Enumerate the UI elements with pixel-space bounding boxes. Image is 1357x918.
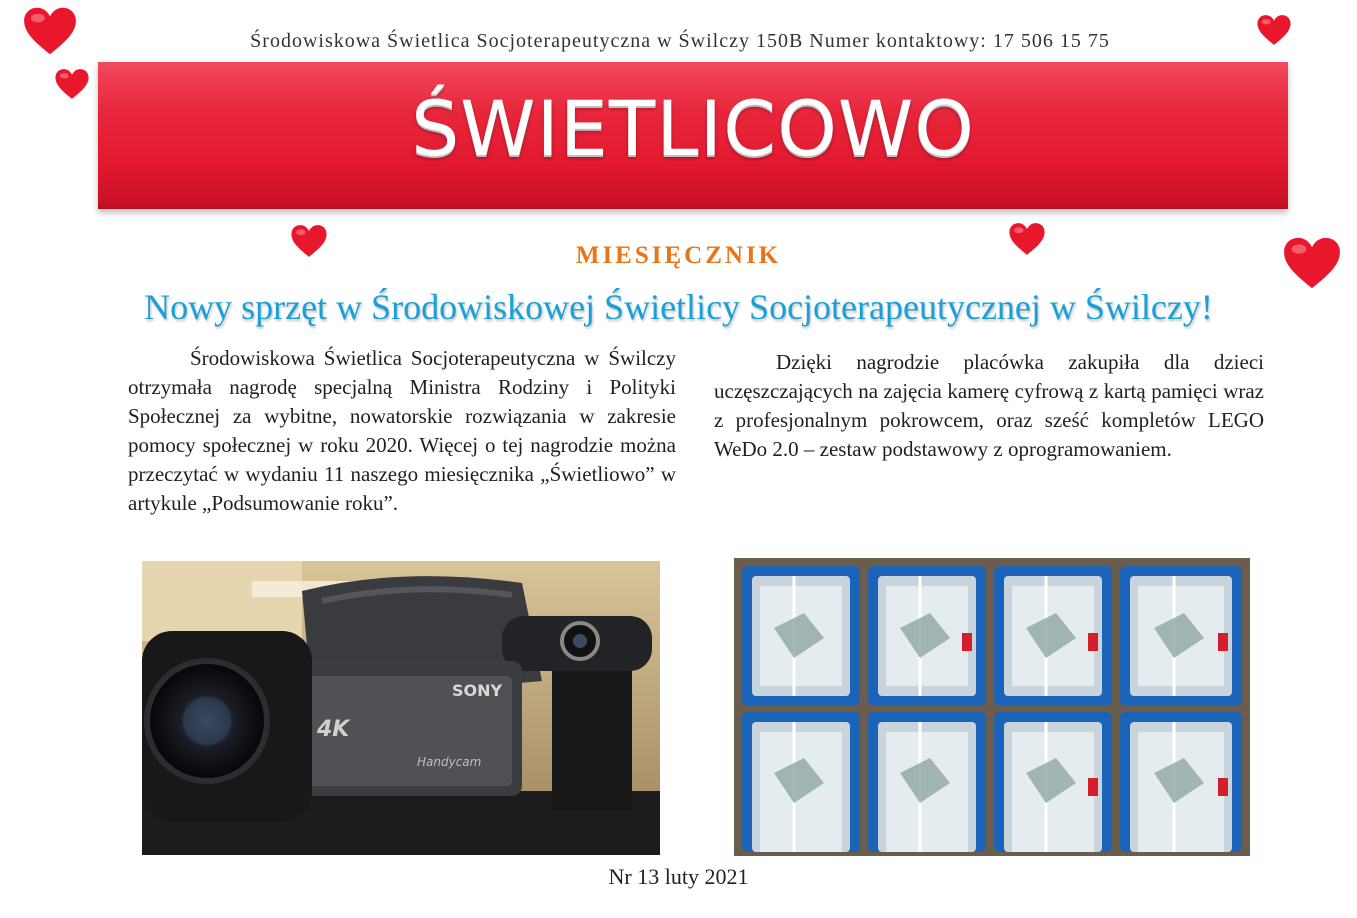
- camera-model-label: Handycam: [417, 755, 482, 769]
- camera-4k-badge: 4K: [317, 717, 350, 742]
- lego-box: [1120, 712, 1242, 852]
- lego-box: [868, 566, 986, 706]
- newsletter-subtitle: MIESIĘCZNIK: [575, 242, 782, 269]
- lego-box: [1120, 566, 1242, 706]
- lego-box: [742, 566, 860, 706]
- issue-footer: Nr 13 luty 2021: [608, 864, 749, 889]
- title-banner: [98, 62, 1288, 209]
- lego-box: [994, 566, 1112, 706]
- camera-photo: [142, 561, 660, 855]
- article-paragraph-left: Środowiskowa Świetlica Socjoterapeutyczna w Świlczy otrzymała nagrodę specjalną Ministra Rodziny i Polityki Społecznej za wybitne, nowatorskie rozwiązania w zakresie pomocy społecznej w roku 2020. Więcej o tej nagrodzie można przeczytać w wydaniu 11 naszego miesięcznika „Świetliowo” w artykule „Podsumowanie roku”.: [128, 346, 676, 515]
- lego-boxes-photo: [734, 558, 1250, 856]
- heart-icon: [1256, 14, 1292, 46]
- newsletter-title: ŚWIETLICOWO: [411, 84, 975, 173]
- article-paragraph-right: Dzięki nagrodzie placówka zakupiła dla dzieci uczęszczających na zajęcia kamerę cyfrową z kartą pamięci wraz z profesjonalnym pokrowcem, oraz sześć kompletów LEGO WeDo 2.0 – zestaw podstawowy z oprogramowaniem.: [714, 350, 1264, 461]
- heart-icon: [54, 68, 90, 100]
- camera-brand-label: SONY: [452, 681, 503, 700]
- article-headline: Nowy sprzęt w Środowiskowej Świetlicy Socjoterapeutycznej w Świlczy!: [144, 287, 1213, 327]
- lego-box: [994, 712, 1112, 852]
- contact-line: Środowiskowa Świetlica Socjoterapeutyczna w Świlczy 150B Numer kontaktowy: 17 506 15 75: [250, 30, 1110, 52]
- heart-icon: [22, 6, 78, 56]
- lego-box: [742, 712, 860, 852]
- lego-box: [868, 712, 986, 852]
